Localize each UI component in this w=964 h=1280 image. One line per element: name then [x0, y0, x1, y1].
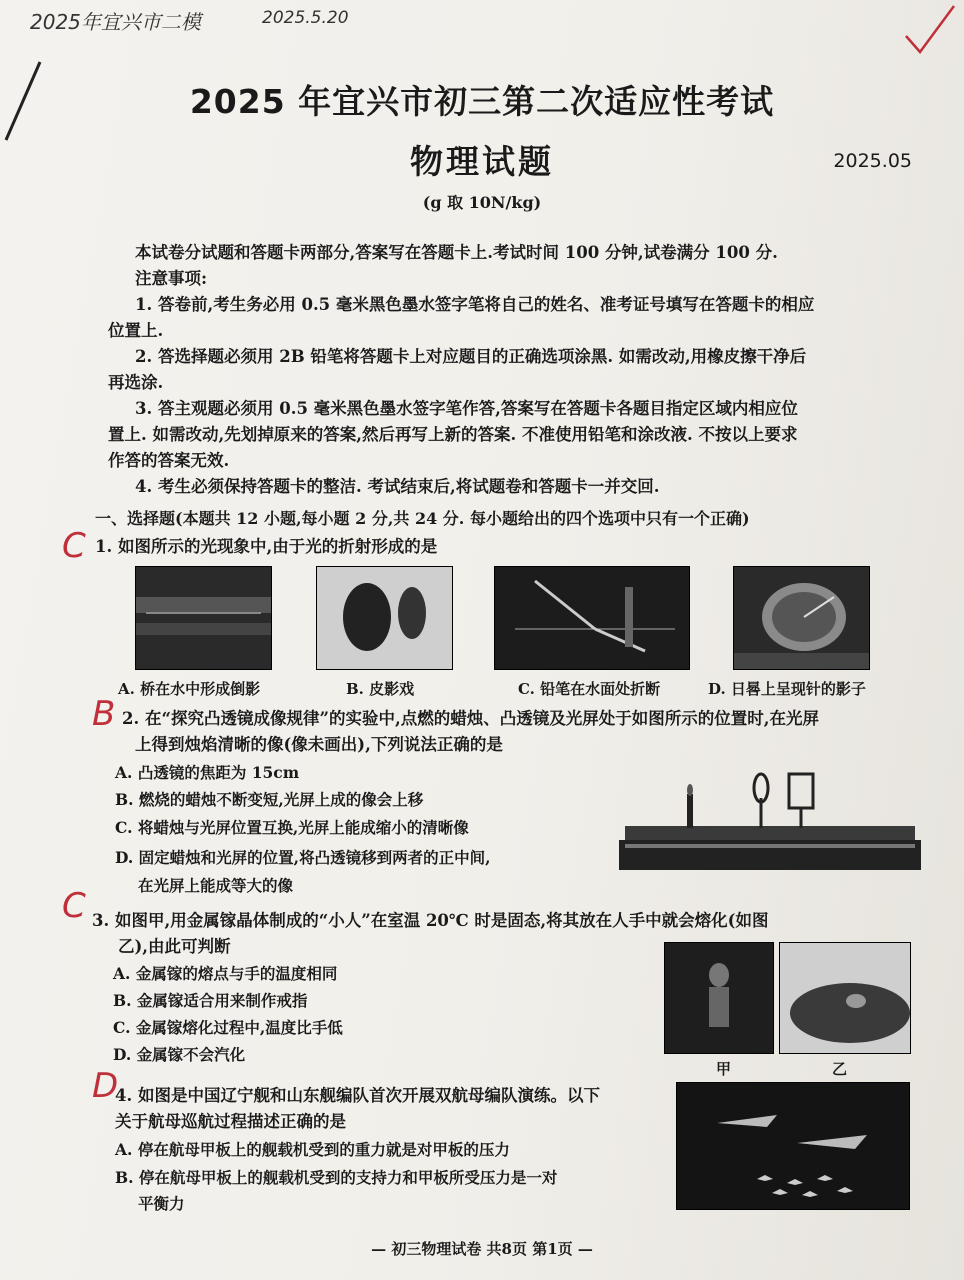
answer-mark: C [62, 886, 86, 926]
photo-pencil-in-water [494, 566, 690, 670]
instruction-line: 注意事项: [135, 269, 208, 288]
question-stem: 2. 在“探究凸透镜成像规律”的实验中,点燃的蜡烛、凸透镜及光屏处于如图所示的位置时,在光屏 [122, 709, 819, 728]
question-stem: 1. 如图所示的光现象中,由于光的折射形成的是 [95, 537, 438, 556]
option: 在光屏上能成等大的像 [138, 876, 294, 895]
question-stem: 关于航母巡航过程描述正确的是 [115, 1112, 346, 1131]
option: B. 金属镓适合用来制作戒指 [113, 991, 308, 1010]
instruction-line: 本试卷分试题和答题卡两部分,答案写在答题卡上.考试时间 100 分钟,试卷满分 100 分. [135, 243, 778, 262]
exam-title: 2025 年宜兴市初三第二次适应性考试 [189, 82, 775, 121]
handwritten-note: 2025年宜兴市二模 [30, 10, 201, 34]
exam-subtitle: 物理试题 [410, 142, 554, 181]
page-footer: — 初三物理试卷 共8页 第1页 — [371, 1240, 593, 1258]
option: A. 凸透镜的焦距为 15cm [115, 763, 300, 782]
option: D. 固定蜡烛和光屏的位置,将凸透镜移到两者的正中间, [115, 848, 491, 867]
exam-date: 2025.05 [833, 150, 912, 172]
section-heading: 一、选择题(本题共 12 小题,每小题 2 分,共 24 分. 每小题给出的四个选项中只有一个正确) [95, 509, 750, 528]
photo-shadow-puppet [316, 566, 453, 670]
option-caption: D. 日晷上呈现针的影子 [708, 680, 866, 698]
option-caption: C. 铅笔在水面处折断 [518, 680, 661, 698]
instruction-line: 3. 答主观题必须用 0.5 毫米黑色墨水签字笔作答,答案写在答题卡各题目指定区域内相应位 [135, 399, 798, 418]
option: 平衡力 [138, 1194, 185, 1213]
handwritten-date: 2025.5.20 [262, 8, 349, 28]
option: B. 停在航母甲板上的舰载机受到的支持力和甲板所受压力是一对 [115, 1168, 558, 1187]
check-mark-icon [900, 2, 964, 62]
question-stem: 3. 如图甲,用金属镓晶体制成的“小人”在室温 20℃ 时是固态,将其放在人手中就会熔化(如图 [92, 911, 769, 930]
photo-sundial [733, 566, 870, 670]
answer-mark: B [92, 694, 116, 734]
question-stem: 上得到烛焰清晰的像(像未画出),下列说法正确的是 [135, 735, 503, 754]
question-stem: 乙),由此可判断 [118, 937, 231, 956]
answer-mark: D [92, 1066, 119, 1106]
option: B. 燃烧的蜡烛不断变短,光屏上成的像会上移 [115, 790, 424, 809]
option: C. 金属镓熔化过程中,温度比手低 [113, 1018, 343, 1037]
option-caption: A. 桥在水中形成倒影 [118, 680, 261, 698]
instruction-line: 1. 答卷前,考生务必用 0.5 毫米黑色墨水签字笔将自己的姓名、准考证号填写在答题卡的相应 [135, 295, 815, 314]
gravity-note: (g 取 10N/kg) [422, 193, 542, 212]
option-caption: B. 皮影戏 [346, 680, 415, 698]
photo-gallium-figure [664, 942, 774, 1054]
option: A. 停在航母甲板上的舰载机受到的重力就是对甲板的压力 [115, 1140, 510, 1159]
question-stem: 4. 如图是中国辽宁舰和山东舰编队首次开展双航母编队演练。以下 [115, 1086, 600, 1105]
instruction-line: 置上. 如需改动,先划掉原来的答案,然后再写上新的答案. 不准使用铅笔和涂改液. 不按以上要求 [108, 425, 798, 444]
instruction-line: 作答的答案无效. [108, 451, 230, 470]
instruction-line: 再选涂. [108, 373, 164, 392]
option: D. 金属镓不会汽化 [113, 1045, 246, 1064]
figure-label-yi: 乙 [832, 1060, 848, 1078]
instruction-line: 2. 答选择题必须用 2B 铅笔将答题卡上对应题目的正确选项涂黑. 如需改动,用橡皮擦干净后 [135, 347, 807, 366]
figure-label-jia: 甲 [716, 1060, 732, 1078]
answer-mark: C [62, 526, 86, 566]
photo-gallium-melting [779, 942, 911, 1054]
photo-carrier-formation [676, 1082, 910, 1210]
photo-bridge-reflection [135, 566, 272, 670]
instruction-line: 4. 考生必须保持答题卡的整洁. 考试结束后,将试题卷和答题卡一并交回. [135, 477, 660, 496]
option: A. 金属镓的熔点与手的温度相同 [113, 964, 338, 983]
optical-bench-diagram [615, 768, 925, 878]
option: C. 将蜡烛与光屏位置互换,光屏上能成缩小的清晰像 [115, 818, 469, 837]
instruction-line: 位置上. [108, 321, 164, 340]
